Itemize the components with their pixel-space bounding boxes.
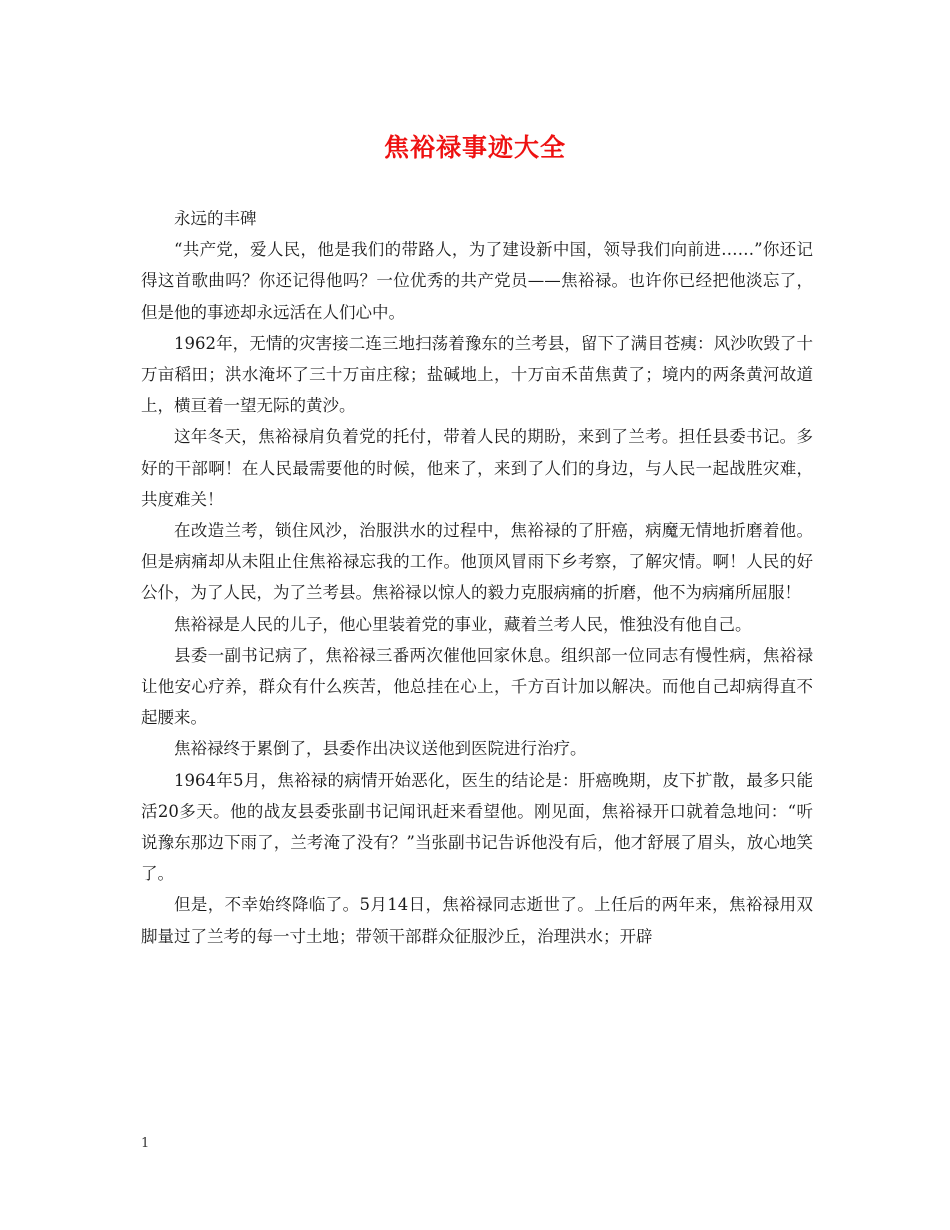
paragraph: 县委一副书记病了，焦裕禄三番两次催他回家休息。组织部一位同志有慢性病，焦裕禄让他安心疗养，群众有什么疾苦，他总挂在心上，千方百计加以解决。而他自己却病得直不起腰来。 xyxy=(141,645,813,728)
document-title: 焦裕禄事迹大全 xyxy=(383,133,566,162)
paragraph: 1964年5月，焦裕禄的病情开始恶化，医生的结论是：肝癌晚期，皮下扩散，最多只能活20多天。他的战友县委张副书记闻讯赶来看望他。刚见面，焦裕禄开口就着急地问：“听说豫东那边下雨了，兰考淹了没有？”当张副书记告诉他没有后，他才舒展了眉头，放心地笑了。 xyxy=(141,770,813,884)
paragraph: 焦裕禄是人民的儿子，他心里装着党的事业，藏着兰考人民，惟独没有他自己。 xyxy=(174,614,752,634)
document-body xyxy=(141,203,813,952)
paragraph: 但是，不幸始终降临了。5月14日，焦裕禄同志逝世了。上任后的两年来，焦裕禄用双脚量过了兰考的每一寸土地；带领干部群众征服沙丘，治理洪水；开辟 xyxy=(141,895,813,946)
paragraph: “共产党，爱人民，他是我们的带路人，为了建设新中国，领导我们向前进……”你还记得这首歌曲吗？你还记得他吗？一位优秀的共产党员——焦裕禄。也许你已经把他淡忘了，但是他的事迹却永远活在人们心中。 xyxy=(141,240,813,322)
paragraph: 这年冬天，焦裕禄肩负着党的托付，带着人民的期盼，来到了兰考。担任县委书记。多好的干部啊！在人民最需要他的时候，他来了，来到了人们的身边，与人民一起战胜灾难，共度难关！ xyxy=(141,427,813,509)
paragraph-subtitle: 永远的丰碑 xyxy=(174,209,257,228)
paragraph: 在改造兰考，锁住风沙，治服洪水的过程中，焦裕禄的了肝癌，病魔无情地折磨着他。但是病痛却从未阻止住焦裕禄忘我的工作。他顶风冒雨下乡考察，了解灾情。啊！人民的好公仆，为了人民，为了兰考县。焦裕禄以惊人的毅力克服病痛的折磨，他不为病痛所屈服！ xyxy=(141,521,813,603)
paragraph: 焦裕禄终于累倒了，县委作出决议送他到医院进行治疗。 xyxy=(174,739,587,759)
paragraph: 1962年，无情的灾害接二连三地扫荡着豫东的兰考县，留下了满目苍痍：风沙吹毁了十万亩稻田；洪水淹坏了三十万亩庄稼；盐碱地上，十万亩禾苗焦黄了；境内的两条黄河故道上，横亘着一望无际的黄沙。 xyxy=(141,333,813,416)
page-number: 1 xyxy=(141,1136,150,1151)
